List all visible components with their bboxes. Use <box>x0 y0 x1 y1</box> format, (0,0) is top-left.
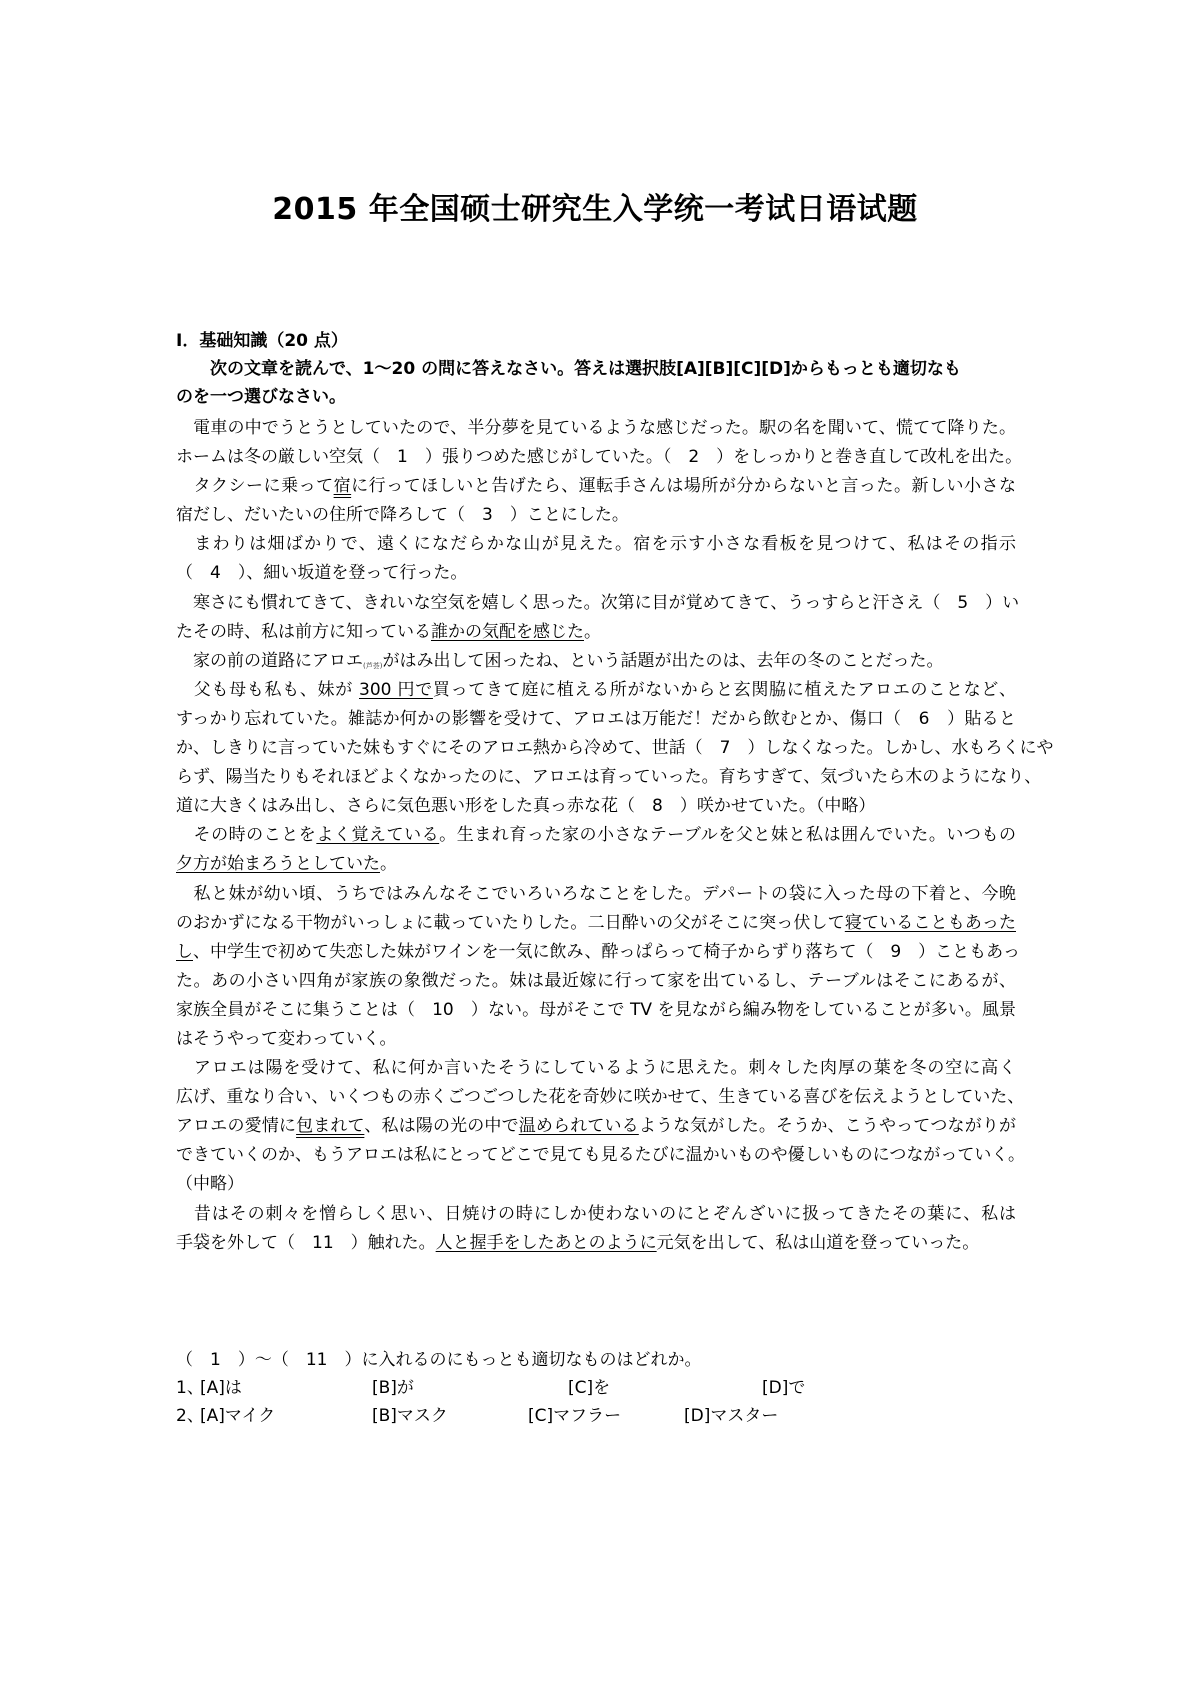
passage-line <box>176 938 1020 967</box>
underlined-text: 寝ていることもあった <box>844 912 1016 933</box>
passage-line <box>176 1141 1025 1170</box>
text-segment: 父も母も私も、妹が <box>176 679 359 700</box>
passage-line <box>176 559 1016 588</box>
text-segment: 、中学生で初めて失恋した妹がワインを一気に飲み、酔っぱらって椅子からずり落ちて（ 9 ）こともあっ <box>193 941 1020 962</box>
question-1 <box>176 1374 1016 1402</box>
underlined-text: 誰かの気配を感じた <box>431 621 584 642</box>
text-segment: 、私は陽の光の中で <box>364 1116 519 1137</box>
passage-line <box>176 618 1016 647</box>
text-segment: （ 4 ）、細い坂道を登って行った。 <box>176 563 468 584</box>
underlined-text: 夕方が始まろうとしていた <box>176 854 380 875</box>
question-2 <box>176 1402 1016 1430</box>
text-segment: ホームは冬の厳しい空気（ 1 ）張りつめた感じがしていた。（ 2 ）をしっかりと巻き直して改札を出た。 <box>176 447 1023 468</box>
text-segment: のおかずになる干物がいっしょに載っていたりした。二日酔いの父がそこに突っ伏して <box>176 912 845 933</box>
passage-line <box>176 530 1016 559</box>
underlined-text: 宿 <box>333 476 352 497</box>
text-segment: か、しきりに言っていた妹もすぐにそのアロエ熱から冷めて、世話（ 7 ）しなくなった。しかし、水もろくにや <box>176 738 1054 759</box>
instructions-line-2: のを一つ選びなさい。 <box>176 387 346 407</box>
option-a: [A]マイク <box>200 1406 276 1426</box>
text-segment: 。生まれ育った家の小さなテーブルを父と妹と私は囲んでいた。いつもの <box>439 825 1017 846</box>
passage-line <box>176 705 1016 734</box>
option-c: [C]を <box>568 1378 611 1398</box>
passage-line <box>176 1112 1016 1141</box>
passage-line <box>176 1170 1016 1199</box>
option-d: [D]で <box>762 1378 806 1398</box>
text-segment: 宿だし、だいたいの住所で降ろして（ 3 ）ことにした。 <box>176 505 629 526</box>
passage-line <box>176 1083 1025 1112</box>
underlined-text: 300 円で <box>359 679 433 700</box>
passage-line <box>176 880 1016 909</box>
passage-line <box>176 763 1042 792</box>
text-segment: すっかり忘れていた。雑誌か何かの影響を受けて、アロエは万能だ！だから飲むとか、傷口（ 6 ）貼ると <box>176 708 1016 729</box>
text-segment: ような気がした。そうか、こうやってつながりが <box>638 1116 1017 1137</box>
passage-line <box>176 501 1016 530</box>
passage-line <box>176 996 1016 1025</box>
text-segment: その時のことを <box>176 825 317 846</box>
text-segment: 昔はその刺々を憎らしく思い、日焼けの時にしか使わないのにとぞんざいに扱ってきたその葉に、私は <box>176 1203 1016 1224</box>
passage-line <box>176 676 1016 705</box>
text-segment: 。 <box>584 621 601 642</box>
passage-line <box>176 414 1016 443</box>
questions <box>176 1346 1016 1430</box>
text-segment: 電車の中でうとうとしていたので、半分夢を見ているような感じだった。駅の名を聞いて、慌てて降りた。 <box>176 418 1016 438</box>
underlined-text: 温められている <box>518 1116 639 1137</box>
section-heading: Ⅰ．基础知識（20 点） <box>176 331 348 351</box>
passage-line <box>176 1025 1016 1054</box>
option-b: [B]が <box>372 1378 414 1398</box>
text-segment: 家族全員がそこに集うことは（ 10 ）ない。母がそこで TV を見ながら編み物をしていることが多い。風景 <box>176 999 1016 1020</box>
question-number: 1、 <box>176 1378 204 1398</box>
text-segment: まわりは畑ばかりで、遠くになだらかな山が見えた。宿を示す小さな看板を見つけて、私はその指示 <box>176 534 1016 555</box>
option-b: [B]マスク <box>372 1406 448 1426</box>
passage-line <box>176 850 1016 879</box>
option-a: [A]は <box>200 1378 242 1398</box>
option-d: [D]マスター <box>684 1406 779 1426</box>
passage-line <box>176 1054 1016 1083</box>
underlined-text: 包まれて <box>296 1116 365 1137</box>
text-segment: 寒さにも慣れてきて、きれいな空気を嬉しく思った。次第に目が覚めてきて、うっすらと汗さえ（ 5 ）い <box>176 592 1020 613</box>
text-segment: 買ってきて庭に植える所がないからと玄関脇に植えたアロエのことなど、 <box>432 679 1016 700</box>
passage-line <box>176 1200 1016 1229</box>
text-segment: 家の前の道路にアロエ <box>176 650 363 671</box>
reading-passage <box>176 414 1054 1258</box>
exam-title: 2015 年全国硕士研究生入学统一考试日语试题 <box>272 192 918 227</box>
passage-line <box>176 443 1023 472</box>
text-segment: 。 <box>380 854 397 875</box>
passage-line <box>176 1229 1016 1258</box>
text-segment: 手袋を外して（ 11 ）触れた。 <box>176 1232 436 1253</box>
text-segment: できていくのか、もうアロエは私にとってどこで見ても見るたびに温かいものや優しいものにつながっていく。 <box>176 1145 1025 1166</box>
underlined-text: よく覚えている <box>316 825 440 846</box>
question-number: 2、 <box>176 1406 204 1426</box>
passage-line <box>176 967 1016 996</box>
text-segment: に行ってほしいと告げたら、運転手さんは場所が分からないと言った。新しい小さな <box>351 476 1017 497</box>
text-segment: 私と妹が幼い頃、うちではみんなそこでいろいろなことをした。デパートの袋に入った母の下着と、今晩 <box>176 883 1016 904</box>
underlined-text: 人と握手をしたあとのように <box>435 1232 657 1253</box>
text-segment: がはみ出して困ったね、という話題が出たのは、去年の冬のことだった。 <box>382 650 944 671</box>
passage-line <box>176 909 1016 938</box>
text-segment: 道に大きくはみ出し、さらに気色悪い形をした真っ赤な花（ 8 ）咲かせていた。（中略） <box>176 796 876 817</box>
option-c: [C]マフラー <box>528 1406 622 1426</box>
text-segment: タクシーに乗って <box>176 476 334 497</box>
passage-line <box>176 472 1016 501</box>
text-segment: たその時、私は前方に知っている <box>176 621 431 642</box>
text-segment: アロエの愛情に <box>176 1116 297 1137</box>
passage-line <box>176 792 1016 821</box>
passage-line <box>176 821 1016 850</box>
text-segment: た。あの小さい四角が家族の象徴だった。妹は最近嫁に行って家を出ているし、テーブルはそこにあるが、 <box>176 970 1016 991</box>
ruby-annotation: (芦荟) <box>363 661 383 670</box>
instructions-line-1: 次の文章を読んで、1～20 の問に答えなさい。答えは選択肢[A][B][C][D]からもっとも適切なも <box>176 359 961 379</box>
text-segment: 広げ、重なり合い、いくつもの赤くごつごつした花を奇妙に咲かせて、生きている喜びを伝えようとしていた、 <box>176 1087 1025 1108</box>
passage-line <box>176 734 1054 763</box>
question-prompt: （ 1 ）～（ 11 ）に入れるのにもっとも適切なものはどれか。 <box>176 1350 702 1370</box>
text-segment: はそうやって変わっていく。 <box>176 1028 397 1049</box>
passage-line <box>176 647 1016 676</box>
text-segment: 元気を出して、私は山道を登っていった。 <box>656 1232 980 1253</box>
passage-line <box>176 589 1020 618</box>
text-segment: アロエは陽を受けて、私に何か言いたそうにしているように思えた。刺々した肉厚の葉を冬の空に高く <box>176 1058 1016 1079</box>
text-segment: （中略） <box>176 1174 244 1195</box>
underlined-text: し <box>176 941 193 962</box>
text-segment: らず、陽当たりもそれほどよくなかったのに、アロエは育っていった。育ちすぎて、気づいたら木のようになり、 <box>176 767 1042 788</box>
